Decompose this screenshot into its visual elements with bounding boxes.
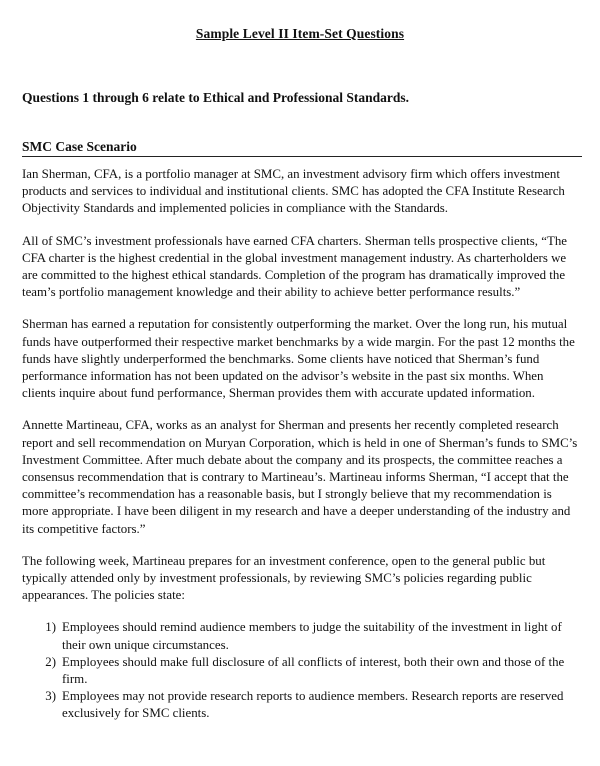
policy-text: Employees should make full disclosure of all conflicts of interest, both their own and those of the firm. [62, 654, 565, 687]
paragraph-4: Annette Martineau, CFA, works as an analyst for Sherman and presents her recently completed research report and sell recommendation on Muryan Corporation, which is held in one of Sherman’s funds to SMC’s Investment Committee. After much debate about the company and its prospects, the committee reaches a consensus recommendation that is contrary to Martineau’s. Martineau informs Sherman, “I accept that the committee’s recommendation has a reasonable basis, but I strongly believe that my recommendation is more appropriate. I have been diligent in my research and have a deeper understanding of the industry and its competitive factors.” [22, 418, 578, 536]
section-intro: Questions 1 through 6 relate to Ethical and Professional Standards. [22, 90, 410, 105]
paragraph-3: Sherman has earned a reputation for consistently outperforming the market. Over the long run, his mutual funds have outperformed their respective market benchmarks by a wide margin. For the past 12 months the funds have slightly underperformed the benchmarks. Some clients have noticed that Sherman’s fund performance information has not been updated on the advisor’s website in the past six months. When clients inquire about fund performance, Sherman provides them with accurate updated information. [22, 317, 575, 401]
policy-item [22, 654, 578, 688]
paragraph-5: The following week, Martineau prepares for an investment conference, open to the general public but typically attended only by investment professionals, by reviewing SMC’s policies regarding public appearances. The policies state: [22, 553, 546, 603]
policy-number: 3) [45, 689, 56, 704]
policy-text: Employees should remind audience members to judge the suitability of the investment in light of their own unique circumstances. [62, 620, 562, 652]
policy-number: 1) [45, 620, 56, 635]
paragraph-1: Ian Sherman, CFA, is a portfolio manager at SMC, an investment advisory firm which offers investment products and services to individual and institutional clients. SMC has adopted the CFA Institute Research Objectivity Standards and implemented policies in compliance with the Standards. [22, 167, 565, 216]
case-content [22, 166, 578, 723]
paragraph-2: All of SMC’s investment professionals have earned CFA charters. Sherman tells prospective clients, “The CFA charter is the highest credential in the global investment management industry. As charterholders we are committed to the highest ethical standards. Completion of the program has dramatically improved the team’s portfolio management knowledge and their ability to achieve better performance results.” [22, 233, 567, 300]
policy-item [22, 688, 578, 722]
document-title: Sample Level II Item-Set Questions [195, 26, 405, 41]
policy-number: 2) [45, 654, 56, 669]
policy-list [22, 619, 578, 722]
policy-item [22, 619, 578, 653]
case-heading: SMC Case Scenario [22, 139, 137, 154]
heading-rule [22, 156, 582, 157]
policy-text: Employees may not provide research reports to audience members. Research reports are reserved exclusively for SMC clients. [62, 689, 564, 721]
